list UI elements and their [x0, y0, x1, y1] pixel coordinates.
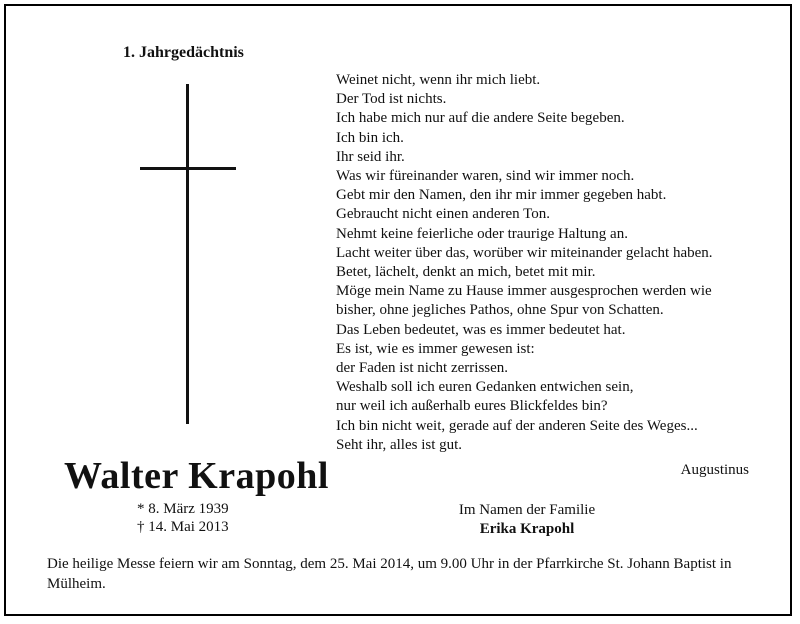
poem-line: Seht ihr, alles ist gut.	[336, 436, 463, 453]
poem-line: Was wir füreinander waren, sind wir immer noch.	[336, 168, 635, 185]
cross-horizontal-bar	[140, 167, 236, 170]
birth-date: * 8. März 1939	[137, 501, 229, 517]
family-intro: Im Namen der Familie	[458, 502, 596, 518]
poem-line: Weshalb soll ich euren Gedanken entwichen sein,	[336, 379, 634, 396]
poem-author: Augustinus	[680, 462, 749, 478]
poem-line: bisher, ohne jegliches Pathos, ohne Spur von Schatten.	[336, 302, 664, 319]
poem-line: Ich habe mich nur auf die andere Seite begeben.	[336, 110, 625, 127]
poem-line: Gebt mir den Namen, den ihr mir immer gegeben habt.	[336, 187, 667, 204]
poem	[336, 71, 713, 455]
mass-announcement: Die heilige Messe feiern wir am Sonntag, dem 25. Mai 2014, um 9.00 Uhr in der Pfarrkirche St. Johann Baptist in Mülheim.	[47, 556, 732, 592]
poem-line: Betet, lächelt, denkt an mich, betet mit mir.	[336, 264, 596, 281]
death-date: † 14. Mai 2013	[137, 519, 229, 535]
poem-line: Weinet nicht, wenn ihr mich liebt.	[336, 72, 541, 88]
notice-frame	[4, 4, 792, 616]
poem-line: Nehmt keine feierliche oder traurige Haltung an.	[336, 225, 628, 242]
poem-line: Es ist, wie es immer gewesen ist:	[336, 340, 535, 357]
family-signature	[447, 501, 607, 539]
poem-line: Ihr seid ihr.	[336, 148, 405, 165]
poem-line: der Faden ist nicht zerrissen.	[336, 360, 509, 377]
family-name: Erika Krapohl	[479, 521, 575, 537]
poem-line: Gebraucht nicht einen anderen Ton.	[336, 206, 551, 223]
poem-line: Möge mein Name zu Hause immer ausgesprochen werden wie	[336, 283, 712, 300]
poem-line: Lacht weiter über das, worüber wir miteinander gelacht haben.	[336, 244, 713, 261]
poem-line: Ich bin ich.	[336, 129, 404, 146]
deceased-name: Walter Krapohl	[64, 455, 329, 497]
poem-line: nur weil ich außerhalb eures Blickfeldes bin?	[336, 398, 608, 415]
anniversary-heading: 1. Jahrgedächtnis	[123, 44, 244, 61]
poem-line: Ich bin nicht weit, gerade auf der anderen Seite des Weges...	[336, 417, 698, 434]
poem-line: Der Tod ist nichts.	[336, 91, 447, 108]
poem-line: Das Leben bedeutet, was es immer bedeutet hat.	[336, 321, 626, 338]
cross-vertical-bar	[186, 84, 189, 424]
